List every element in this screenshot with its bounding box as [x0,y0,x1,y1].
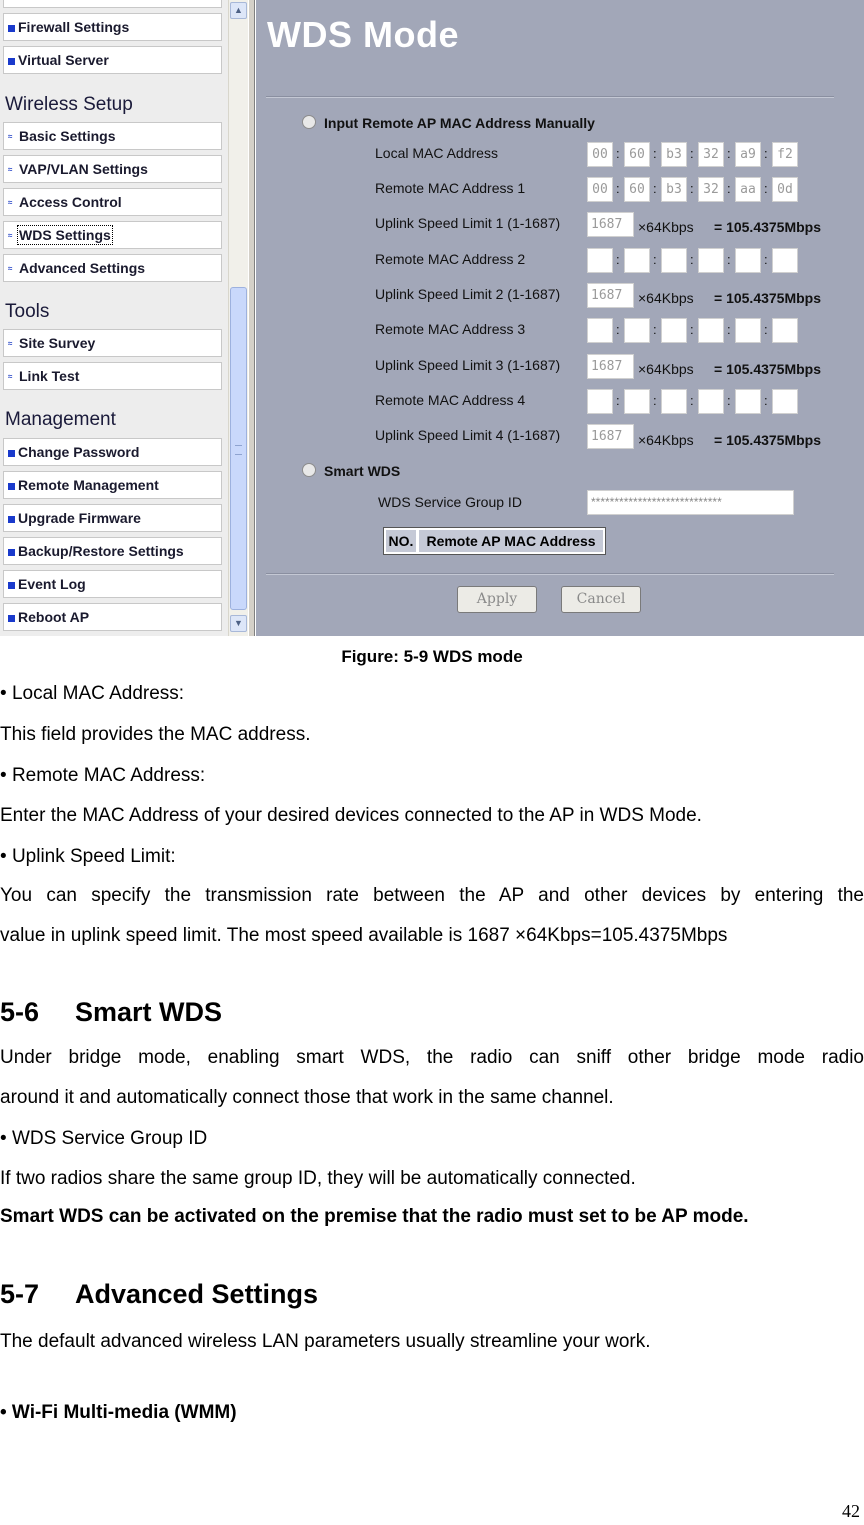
page-title: WDS Mode [267,14,459,55]
heading-5-6: 5-6 Smart WDS [0,997,223,1027]
uplink-speed-2-input[interactable]: 1687 [587,283,634,308]
octet-field[interactable]: b3 [661,142,687,167]
sidebar-scrollbar[interactable] [228,0,249,636]
paragraph-smart-wds-line2: around it and automatically connect those that work in the same channel. [0,1087,614,1108]
uplink-speed-3-input[interactable]: 1687 [587,354,634,379]
apply-button[interactable]: Apply [457,586,537,613]
octet-field[interactable]: 60 [624,177,650,202]
square-bullet-icon [8,58,15,65]
paragraph-local-mac: This field provides the MAC address. [0,724,311,745]
octet-field[interactable]: 0d [772,177,798,202]
octet-field[interactable] [624,389,650,414]
unit-label: ×64Kbps [638,432,694,448]
remote-mac-2-label: Remote MAC Address 2 [375,251,526,267]
divider-top [266,96,834,98]
octet-field[interactable] [772,318,798,343]
octet-field[interactable] [698,318,724,343]
sidebar-item-remote-management[interactable]: Remote Management [3,471,222,499]
square-bullet-icon [8,483,15,490]
divider-bottom [266,573,834,575]
sidebar [0,0,228,636]
column-header-no: NO. [386,530,416,552]
group-id-label: WDS Service Group ID [378,494,522,510]
octet-field[interactable] [772,248,798,273]
sidebar-item-basic-settings[interactable]: ≈ Basic Settings [3,122,222,150]
uplink-speed-3-label: Uplink Speed Limit 3 (1-1687) [375,357,561,373]
bullet-icon: • [0,765,7,786]
sidebar-item-advanced-settings[interactable]: ≈ Advanced Settings [3,254,222,282]
octet-field[interactable] [624,248,650,273]
bullet-uplink-speed: • Uplink Speed Limit: [0,846,176,867]
figure-caption: Figure: 5-9 WDS mode [341,647,523,666]
square-bullet-icon [8,582,15,589]
speed-result: = 105.4375Mbps [714,361,822,377]
paragraph-smart-wds-line1: Under bridge mode, enabling smart WDS, the radio can sniff other bridge mode radio [0,1047,864,1068]
note-ap-mode: Smart WDS can be activated on the premise that the radio must set to be AP mode. [0,1206,749,1227]
cancel-button[interactable]: Cancel [561,586,641,613]
square-bullet-icon [8,615,15,622]
sidebar-item-wds-settings[interactable]: ≈ WDS Settings [3,221,222,249]
radio-smart-wds[interactable] [302,463,316,477]
section-title-tools: Tools [5,301,50,322]
octet-field[interactable]: 60 [624,142,650,167]
remote-mac-3-label: Remote MAC Address 3 [375,321,526,337]
square-bullet-icon [8,516,15,523]
bullet-icon: • [0,846,7,867]
sidebar-item-access-control[interactable]: ≈ Access Control [3,188,222,216]
octet-field[interactable] [661,318,687,343]
wds-screenshot: Firewall Settings Virtual Server Wireless Setup ≈ Basic Settings ≈ VAP/VLAN Settings ≈ Access Control ≈ WDS Settings ≈ Advanced Settings Tools ≈ Site Survey ≈ Link Test Management Change Password Remote Management Upgrade Firmware Backup/Restore Settings Event Log Reboot AP ▲ ▼ WDS Mode Input Remote AP MAC Address Manually Local MAC Address 00 : 60 : b3 : 32 : a9 : f2 Remote MAC Address 1 00 : 60 : b3 : 32 : aa : 0d Uplink Speed Limit 1 (1-1687) 1687 ×64Kbps = 105.4375Mbps Remote MAC Address 2 : : : : : Uplink Speed Limit 2 (1-1687) 1687 ×64Kbps = 105.4375Mbps Remote MAC Address 3 : : : : : Uplink Speed Limit 3 (1-1687) 1687 ×64Kbps = 105.4375Mbps Remote MAC Address 4 : : : : : Uplink Speed Limit 4 (1-1687) 1687 ×64Kbps = 105.4375Mbps Smart WDS WDS Service Group ID **************************** NO. Remote AP MAC Address Apply Cancel [0,0,864,636]
wireless-icon: ≈ [8,339,13,349]
sidebar-item-change-password[interactable]: Change Password [3,438,222,466]
sidebar-item-vap-vlan-settings[interactable]: ≈ VAP/VLAN Settings [3,155,222,183]
sidebar-item-event-log[interactable]: Event Log [3,570,222,598]
uplink-speed-1-input[interactable]: 1687 [587,212,634,237]
radio-manual-input[interactable] [302,115,316,129]
sidebar-item-backup-restore[interactable]: Backup/Restore Settings [3,537,222,565]
option-manual-label: Input Remote AP MAC Address Manually [324,115,595,131]
column-header-remote-mac: Remote AP MAC Address [419,530,603,552]
bullet-wmm: • Wi-Fi Multi-media (WMM) [0,1402,237,1423]
octet-field[interactable] [698,389,724,414]
scroll-up-arrow-icon[interactable]: ▲ [230,2,247,19]
uplink-speed-4-label: Uplink Speed Limit 4 (1-1687) [375,427,561,443]
sidebar-item-firewall-settings[interactable]: Firewall Settings [3,13,222,41]
octet-field[interactable]: 32 [698,142,724,167]
section-title-management: Management [5,409,116,430]
bullet-group-id: • WDS Service Group ID [0,1128,208,1149]
local-mac-label: Local MAC Address [375,145,498,161]
sidebar-item-virtual-server[interactable]: Virtual Server [3,46,222,74]
speed-result: = 105.4375Mbps [714,219,822,235]
sidebar-item-site-survey[interactable]: ≈ Site Survey [3,329,222,357]
bullet-icon: • [0,1128,7,1149]
octet-field[interactable] [698,248,724,273]
octet-field[interactable]: f2 [772,142,798,167]
octet-field[interactable] [772,389,798,414]
sidebar-item-partial[interactable] [3,0,222,8]
remote-mac-1-label: Remote MAC Address 1 [375,180,526,196]
octet-field[interactable]: 00 [587,142,613,167]
remote-mac-4-label: Remote MAC Address 4 [375,392,526,408]
uplink-speed-1-label: Uplink Speed Limit 1 (1-1687) [375,215,561,231]
octet-field[interactable] [587,389,613,414]
bullet-icon: • [0,683,7,704]
sidebar-item-upgrade-firmware[interactable]: Upgrade Firmware [3,504,222,532]
uplink-speed-2-label: Uplink Speed Limit 2 (1-1687) [375,286,561,302]
wireless-icon: ≈ [8,132,13,142]
speed-result: = 105.4375Mbps [714,432,822,448]
octet-field[interactable] [661,389,687,414]
group-id-input[interactable]: **************************** [587,490,794,515]
octet-field[interactable]: b3 [661,177,687,202]
paragraph-remote-mac: Enter the MAC Address of your desired devices connected to the AP in WDS Mode. [0,805,702,826]
scroll-down-arrow-icon[interactable]: ▼ [230,615,247,632]
octet-field[interactable] [587,248,613,273]
paragraph-group-id: If two radios share the same group ID, they will be automatically connected. [0,1168,636,1189]
bullet-local-mac: • Local MAC Address: [0,683,185,704]
unit-label: ×64Kbps [638,290,694,306]
octet-field[interactable] [661,248,687,273]
octet-field[interactable] [587,318,613,343]
wireless-icon: ≈ [8,165,13,175]
wireless-icon: ≈ [8,264,13,274]
octet-field[interactable]: 00 [587,177,613,202]
paragraph-advanced: The default advanced wireless LAN parameters usually streamline your work. [0,1331,651,1352]
octet-field[interactable] [735,389,761,414]
speed-result: = 105.4375Mbps [714,290,822,306]
paragraph-uplink-line1: You can specify the transmission rate between the AP and other devices by entering the [0,885,864,906]
scrollbar-thumb[interactable] [230,287,247,610]
bullet-remote-mac: • Remote MAC Address: [0,765,206,786]
section-title-wireless-setup: Wireless Setup [5,94,133,115]
page-number: 42 [842,1501,860,1521]
square-bullet-icon [8,549,15,556]
octet-field[interactable] [624,318,650,343]
wireless-icon: ≈ [8,372,13,382]
wireless-icon: ≈ [8,231,13,241]
wireless-icon: ≈ [8,198,13,208]
frame-divider[interactable] [248,0,255,636]
paragraph-uplink-line2: value in uplink speed limit. The most speed available is 1687 ×64Kbps=105.4375Mbps [0,925,728,946]
sidebar-item-reboot-ap[interactable]: Reboot AP [3,603,222,631]
heading-5-7: 5-7 Advanced Settings [0,1279,319,1309]
square-bullet-icon [8,25,15,32]
octet-field[interactable] [735,318,761,343]
option-smart-wds-label: Smart WDS [324,463,401,479]
square-bullet-icon [8,450,15,457]
uplink-speed-4-input[interactable]: 1687 [587,424,634,449]
unit-label: ×64Kbps [638,361,694,377]
sidebar-item-link-test[interactable]: ≈ Link Test [3,362,222,390]
octet-field[interactable]: 32 [698,177,724,202]
grip-icon [235,445,242,455]
octet-field[interactable]: a9 [735,142,761,167]
octet-field[interactable] [735,248,761,273]
remote-ap-table-header [383,527,606,555]
octet-field[interactable]: aa [735,177,761,202]
unit-label: ×64Kbps [638,219,694,235]
